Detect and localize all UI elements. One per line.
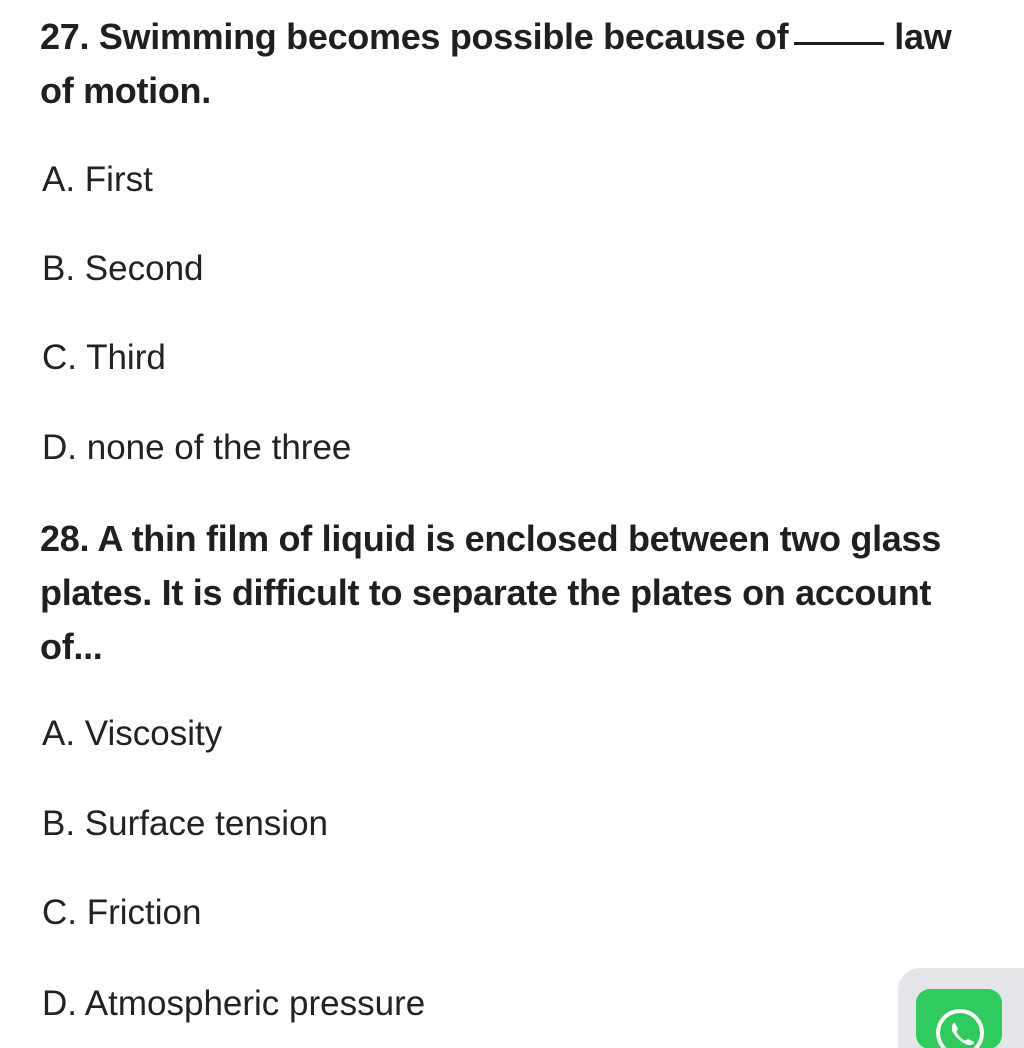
question-27-text-before: 27. Swimming becomes possible because of: [40, 16, 789, 57]
fill-in-blank: [794, 42, 884, 45]
whatsapp-icon: [930, 1003, 990, 1048]
question-27-option-c: C. Third: [42, 338, 166, 377]
question-27-option-a: A. First: [42, 160, 153, 199]
chat-floating-button[interactable]: [898, 968, 1024, 1048]
question-27-text-after: law of motion.: [40, 16, 952, 111]
question-28-option-d: D. Atmospheric pressure: [42, 984, 426, 1023]
question-27-option-d: D. none of the three: [42, 428, 352, 467]
question-28-option-c: C. Friction: [42, 893, 202, 932]
question-27: [40, 10, 980, 118]
question-27-option-b: B. Second: [42, 249, 204, 288]
chat-button-face[interactable]: [916, 989, 1002, 1048]
question-28-option-a: A. Viscosity: [42, 714, 223, 753]
question-28-option-b: B. Surface tension: [42, 804, 328, 843]
question-28: 28. A thin film of liquid is enclosed between two glass plates. It is difficult to separate the plates on account of...: [40, 518, 941, 667]
